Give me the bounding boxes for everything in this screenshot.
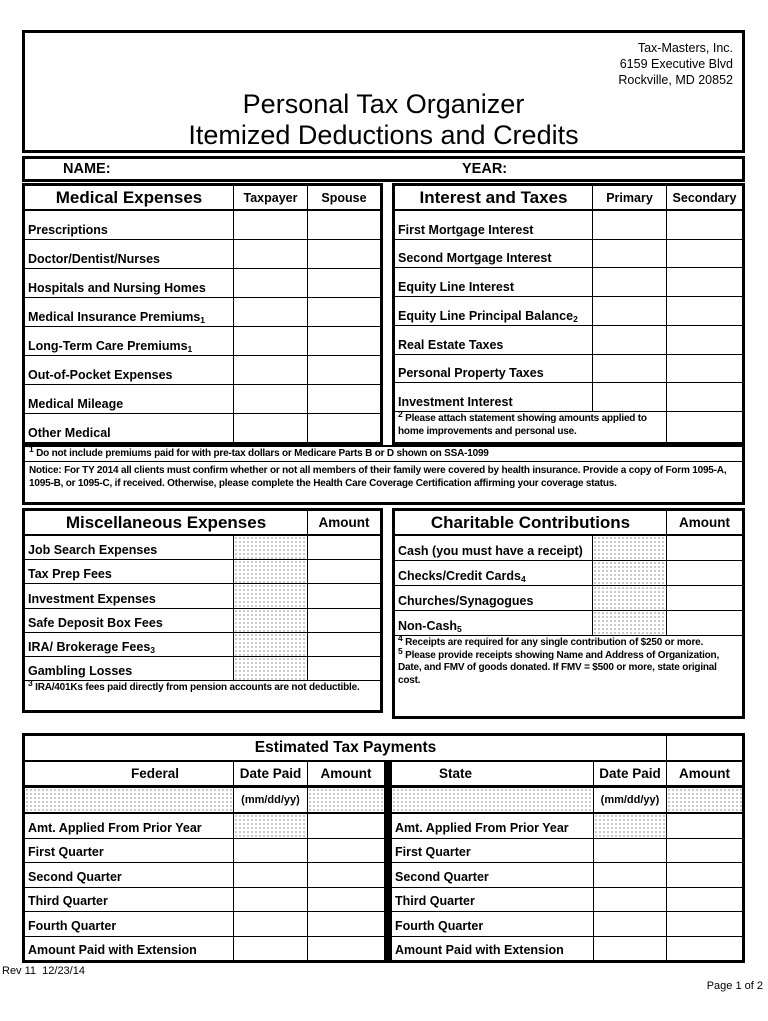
- label-text: Long-Term Care Premiums: [28, 339, 188, 353]
- company-name: Tax-Masters, Inc.: [637, 41, 733, 55]
- federal-amount-entry-cell[interactable]: [308, 863, 384, 887]
- state-date-entry-cell[interactable]: [594, 937, 667, 961]
- charitable-footnote-5: [398, 645, 738, 688]
- federal-date-paid-header: Date Paid: [234, 762, 308, 785]
- label-text: Cash (you must have a receipt): [398, 544, 583, 558]
- state-date-paid-header: Date Paid: [594, 762, 667, 785]
- spouse-entry-cell[interactable]: [308, 240, 380, 268]
- label-text: Safe Deposit Box Fees: [28, 615, 163, 630]
- charitable-contributions-table: [392, 508, 745, 719]
- medical-row-label: Long-Term Care Premiums 1: [25, 327, 234, 355]
- primary-column-header: Primary: [593, 186, 667, 209]
- charitable-row: [395, 586, 742, 611]
- charitable-title: Charitable Contributions: [395, 511, 667, 534]
- secondary-entry-cell[interactable]: [667, 211, 742, 239]
- interest-footnote-row: [395, 409, 742, 442]
- state-date-entry-cell[interactable]: [594, 888, 667, 912]
- charitable-amount-header: Amount: [679, 515, 730, 530]
- footnote-sup: 1: [29, 444, 34, 454]
- column-divider: [384, 888, 392, 912]
- footnote-text: Receipts are required for any single contribution of $250 or more.: [402, 637, 704, 648]
- state-date-entry-cell[interactable]: [594, 839, 667, 863]
- primary-entry-cell[interactable]: [593, 268, 667, 296]
- health-coverage-notice: Notice: For TY 2014 all clients must confirm whether or not all members of their family were covered by health insurance. Provide a copy of Form 1095-A, 1095-B, or 1095-C, if received. Otherwise, please complete the Health Care Coverage Certification affirming your coverage status.: [29, 465, 727, 489]
- medical-row-label: Medical Insurance Premiums 1: [25, 298, 234, 326]
- label-text: Churches/Synagogues: [398, 594, 534, 608]
- amount-entry-cell[interactable]: [308, 584, 380, 607]
- interest-row-label: Equity Line Principal Balance 2: [395, 297, 593, 325]
- taxpayer-entry-cell[interactable]: [234, 356, 308, 384]
- column-divider: [384, 762, 392, 785]
- label-text: Job Search Expenses: [28, 543, 158, 558]
- column-divider: [384, 814, 392, 838]
- federal-row-label: Fourth Quarter: [25, 912, 234, 936]
- no-entry-cell: [594, 814, 667, 838]
- spouse-entry-cell[interactable]: [308, 385, 380, 413]
- spouse-entry-cell[interactable]: [308, 211, 380, 239]
- misc-row: [25, 657, 380, 681]
- no-entry-cell: [234, 657, 308, 680]
- medical-row: [25, 211, 380, 240]
- medical-row-label: [25, 414, 234, 442]
- spouse-entry-cell[interactable]: [308, 414, 380, 442]
- revision-label: Rev 11 12/23/14: [2, 965, 85, 977]
- label-text: Investment Expenses: [28, 591, 156, 606]
- federal-row-label: First Quarter: [25, 839, 234, 863]
- charitable-row: [395, 561, 742, 586]
- label-text: Second Mortgage Interest: [398, 251, 552, 266]
- label-text: Prescriptions: [28, 223, 108, 237]
- no-entry-cell: [234, 633, 308, 656]
- no-entry-cell: [234, 609, 308, 632]
- form-title-line1: Personal Tax Organizer: [242, 89, 525, 119]
- spouse-entry-cell[interactable]: [308, 298, 380, 326]
- estimated-tax-payments-table: [22, 733, 745, 963]
- interest-row-label: [395, 240, 593, 268]
- medical-row: [25, 240, 380, 269]
- medical-expenses-table: [22, 183, 383, 445]
- federal-row-label: Amt. Applied From Prior Year: [25, 814, 234, 838]
- estimated-row: [25, 863, 742, 888]
- taxpayer-entry-cell[interactable]: [234, 269, 308, 297]
- footnote-sup: 4: [398, 633, 403, 643]
- misc-row-label: [25, 536, 234, 559]
- misc-footnote: [25, 678, 380, 710]
- charitable-row: [395, 611, 742, 636]
- amount-entry-cell[interactable]: [667, 561, 742, 585]
- state-amount-entry-cell[interactable]: [667, 912, 742, 936]
- state-amount-entry-cell[interactable]: [667, 814, 742, 838]
- interest-title: Interest and Taxes: [395, 186, 593, 209]
- misc-header: [25, 511, 380, 536]
- label-text: First Mortgage Interest: [398, 222, 534, 237]
- taxpayer-entry-cell[interactable]: [234, 240, 308, 268]
- secondary-entry-cell[interactable]: [667, 268, 742, 296]
- footnote-text: IRA/401Ks fees paid directly from pension accounts are not deductible.: [32, 682, 360, 694]
- spouse-column-header: Spouse: [321, 190, 367, 205]
- label-text: Out-of-Pocket Expenses: [28, 368, 173, 382]
- amount-entry-cell[interactable]: [308, 536, 380, 559]
- taxpayer-entry-cell[interactable]: [234, 211, 308, 239]
- label-text: Checks/Credit Cards: [398, 569, 521, 583]
- charitable-row-label: [395, 586, 593, 610]
- label-text: Investment Interest: [398, 395, 513, 410]
- company-address: [25, 33, 742, 88]
- taxpayer-entry-cell[interactable]: [234, 298, 308, 326]
- amount-entry-cell[interactable]: [308, 633, 380, 656]
- column-divider: [384, 912, 392, 936]
- state-row-label: Amount Paid with Extension: [392, 937, 594, 961]
- estimated-title-spare-cell: [667, 736, 742, 760]
- no-entry-cell: [392, 788, 594, 812]
- interest-row-label: [395, 355, 593, 383]
- misc-row-label: IRA/ Brokerage Fees 3: [25, 633, 234, 656]
- federal-row-label: Second Quarter: [25, 863, 234, 887]
- footnote-text: Please provide receipts showing Name and Address of Organization, Date, and FMV of goods donated. If FMV = $500 or more, state original cost.: [398, 649, 720, 686]
- federal-date-entry-cell[interactable]: [234, 937, 308, 961]
- label-text: Gambling Losses: [28, 664, 133, 679]
- state-amount-entry-cell[interactable]: [667, 888, 742, 912]
- medical-title: Medical Expenses: [25, 186, 234, 209]
- medical-row: [25, 298, 380, 327]
- taxpayer-entry-cell[interactable]: [234, 385, 308, 413]
- amount-entry-cell[interactable]: [308, 657, 380, 680]
- column-divider: [384, 863, 392, 887]
- federal-date-entry-cell[interactable]: [234, 888, 308, 912]
- label-text: Real Estate Taxes: [398, 337, 504, 352]
- name-year-bar: [22, 156, 745, 182]
- misc-row: [25, 536, 380, 560]
- form-header-box: [22, 30, 745, 153]
- estimated-row: [25, 814, 742, 839]
- column-divider: [384, 937, 392, 961]
- medical-row: [25, 356, 380, 385]
- label-text: Medical Mileage: [28, 397, 124, 411]
- estimated-row: [25, 912, 742, 937]
- form-title: [25, 89, 742, 151]
- label-text: Medical Insurance Premiums: [28, 310, 201, 324]
- estimated-date-format-row: [25, 788, 742, 814]
- no-entry-cell: [234, 584, 308, 607]
- state-header: State: [392, 762, 594, 785]
- medical-header: [25, 186, 380, 211]
- estimated-title-row: [25, 736, 742, 762]
- no-entry-cell: [25, 788, 234, 812]
- medical-row-label: [25, 240, 234, 268]
- misc-amount-header: Amount: [318, 515, 370, 530]
- label-text: Hospitals and Nursing Homes: [28, 281, 206, 295]
- primary-entry-cell[interactable]: [593, 240, 667, 268]
- column-divider: [384, 839, 392, 863]
- company-city: Rockville, MD 20852: [618, 73, 733, 87]
- primary-entry-cell[interactable]: [593, 326, 667, 354]
- state-row-label: Third Quarter: [392, 888, 594, 912]
- miscellaneous-expenses-table: [22, 508, 383, 713]
- primary-entry-cell[interactable]: [593, 383, 667, 411]
- medical-footnote: [25, 444, 742, 462]
- federal-amount-entry-cell[interactable]: [308, 814, 384, 838]
- estimated-row: [25, 888, 742, 913]
- amount-entry-cell[interactable]: [308, 609, 380, 632]
- column-divider: [384, 788, 392, 812]
- state-row-label: Second Quarter: [392, 863, 594, 887]
- misc-row: [25, 609, 380, 633]
- federal-amount-entry-cell[interactable]: [308, 937, 384, 961]
- footnote-text: Do not include premiums paid for with pre-tax dollars or Medicare Parts B or D shown on SSA-1099: [33, 448, 489, 459]
- interest-header: [395, 186, 742, 211]
- no-entry-cell: [667, 788, 742, 812]
- secondary-entry-cell[interactable]: [667, 355, 742, 383]
- label-text: Equity Line Interest: [398, 280, 514, 295]
- federal-date-entry-cell[interactable]: [234, 839, 308, 863]
- label-text: IRA/ Brokerage Fees: [28, 639, 151, 654]
- label-text: Other Medical: [28, 426, 111, 440]
- notes-block: [22, 445, 745, 505]
- charitable-header: [395, 511, 742, 536]
- spouse-entry-cell[interactable]: [308, 327, 380, 355]
- misc-row: [25, 584, 380, 608]
- interest-row: [395, 297, 742, 326]
- estimated-row: [25, 937, 742, 961]
- spouse-entry-cell[interactable]: [308, 269, 380, 297]
- primary-entry-cell[interactable]: [593, 355, 667, 383]
- year-label: YEAR:: [462, 161, 508, 177]
- state-amount-entry-cell[interactable]: [667, 937, 742, 961]
- state-amount-header: Amount: [679, 766, 730, 781]
- secondary-entry-cell[interactable]: [667, 326, 742, 354]
- amount-entry-cell[interactable]: [308, 560, 380, 583]
- no-entry-cell: [593, 561, 667, 585]
- label-text: Personal Property Taxes: [398, 366, 544, 381]
- amount-entry-cell[interactable]: [667, 586, 742, 610]
- interest-row: [395, 211, 742, 240]
- medical-row-label: [25, 356, 234, 384]
- state-amount-entry-cell[interactable]: [667, 839, 742, 863]
- state-row-label: Fourth Quarter: [392, 912, 594, 936]
- name-label: NAME:: [63, 161, 111, 177]
- misc-row: [25, 633, 380, 657]
- taxpayer-column-header: Taxpayer: [234, 186, 308, 209]
- medical-row-label: [25, 385, 234, 413]
- no-entry-cell: [234, 814, 308, 838]
- no-entry-cell: [234, 560, 308, 583]
- misc-row: [25, 560, 380, 584]
- footnote-sup: 5: [398, 645, 403, 656]
- secondary-entry-cell[interactable]: [667, 297, 742, 325]
- charitable-footnotes: [395, 633, 742, 716]
- medical-row: [25, 414, 380, 442]
- federal-header: Federal: [25, 762, 234, 785]
- misc-title: Miscellaneous Expenses: [25, 511, 308, 534]
- footnote-sup: 3: [28, 678, 33, 689]
- primary-entry-cell[interactable]: [593, 297, 667, 325]
- no-entry-cell: [593, 611, 667, 635]
- taxpayer-entry-cell[interactable]: [234, 327, 308, 355]
- form-title-line2: Itemized Deductions and Credits: [188, 120, 579, 150]
- interest-row-label: [395, 383, 593, 411]
- charitable-row: [395, 536, 742, 561]
- state-row-label: First Quarter: [392, 839, 594, 863]
- label-text: Equity Line Principal Balance: [398, 308, 574, 323]
- estimated-title: Estimated Tax Payments: [25, 736, 667, 760]
- label-text: Tax Prep Fees: [28, 567, 112, 582]
- estimated-row: [25, 839, 742, 864]
- charitable-row-label: [395, 536, 593, 560]
- interest-row: [395, 355, 742, 384]
- misc-row-label: [25, 560, 234, 583]
- footnote-sup: 2: [398, 409, 403, 420]
- secondary-column-header: Secondary: [672, 190, 737, 205]
- primary-entry-cell[interactable]: [593, 211, 667, 239]
- amount-entry-cell[interactable]: [667, 536, 742, 560]
- federal-amount-entry-cell[interactable]: [308, 839, 384, 863]
- secondary-entry-cell[interactable]: [667, 240, 742, 268]
- state-date-entry-cell[interactable]: [594, 912, 667, 936]
- misc-row-label: [25, 609, 234, 632]
- interest-row: [395, 383, 742, 412]
- charitable-row-label: Non-Cash 5: [395, 611, 593, 635]
- label-text: Non-Cash: [398, 619, 458, 633]
- state-date-format: (mm/dd/yy): [594, 788, 667, 812]
- federal-date-entry-cell[interactable]: [234, 863, 308, 887]
- medical-row: [25, 269, 380, 298]
- federal-row-label: Amount Paid with Extension: [25, 937, 234, 961]
- estimated-column-headers: [25, 762, 742, 788]
- amount-entry-cell[interactable]: [667, 611, 742, 635]
- federal-row-label: Third Quarter: [25, 888, 234, 912]
- label-text: Doctor/Dentist/Nurses: [28, 252, 160, 266]
- interest-taxes-table: [392, 183, 745, 445]
- interest-row: [395, 326, 742, 355]
- medical-row: [25, 385, 380, 414]
- interest-footnote: [395, 409, 667, 442]
- interest-row-label: [395, 326, 593, 354]
- no-entry-cell: [593, 586, 667, 610]
- no-entry-cell: [234, 536, 308, 559]
- medical-row: [25, 327, 380, 356]
- company-street: 6159 Executive Blvd: [619, 57, 733, 71]
- interest-row: [395, 240, 742, 269]
- secondary-entry-cell[interactable]: [667, 383, 742, 411]
- medical-row-label: [25, 269, 234, 297]
- federal-amount-header: Amount: [320, 766, 372, 781]
- misc-row-label: [25, 657, 234, 680]
- spouse-entry-cell[interactable]: [308, 356, 380, 384]
- interest-row-label: [395, 268, 593, 296]
- misc-row-label: [25, 584, 234, 607]
- federal-amount-entry-cell[interactable]: [308, 912, 384, 936]
- federal-date-format: (mm/dd/yy): [234, 788, 308, 812]
- footnote-text: Please attach statement showing amounts applied to home improvements and personal use.: [398, 413, 647, 437]
- state-row-label: Amt. Applied From Prior Year: [392, 814, 594, 838]
- taxpayer-entry-cell[interactable]: [234, 414, 308, 442]
- state-amount-entry-cell[interactable]: [667, 863, 742, 887]
- interest-row-label: [395, 211, 593, 239]
- secondary-entry-cell[interactable]: [667, 412, 742, 442]
- interest-row: [395, 268, 742, 297]
- charitable-row-label: Checks/Credit Cards 4: [395, 561, 593, 585]
- federal-date-entry-cell[interactable]: [234, 912, 308, 936]
- page-number: Page 1 of 2: [706, 980, 763, 992]
- no-entry-cell: [308, 788, 384, 812]
- federal-amount-entry-cell[interactable]: [308, 888, 384, 912]
- state-date-entry-cell[interactable]: [594, 863, 667, 887]
- medical-row-label: [25, 211, 234, 239]
- no-entry-cell: [593, 536, 667, 560]
- charitable-footnote-4: [398, 633, 738, 650]
